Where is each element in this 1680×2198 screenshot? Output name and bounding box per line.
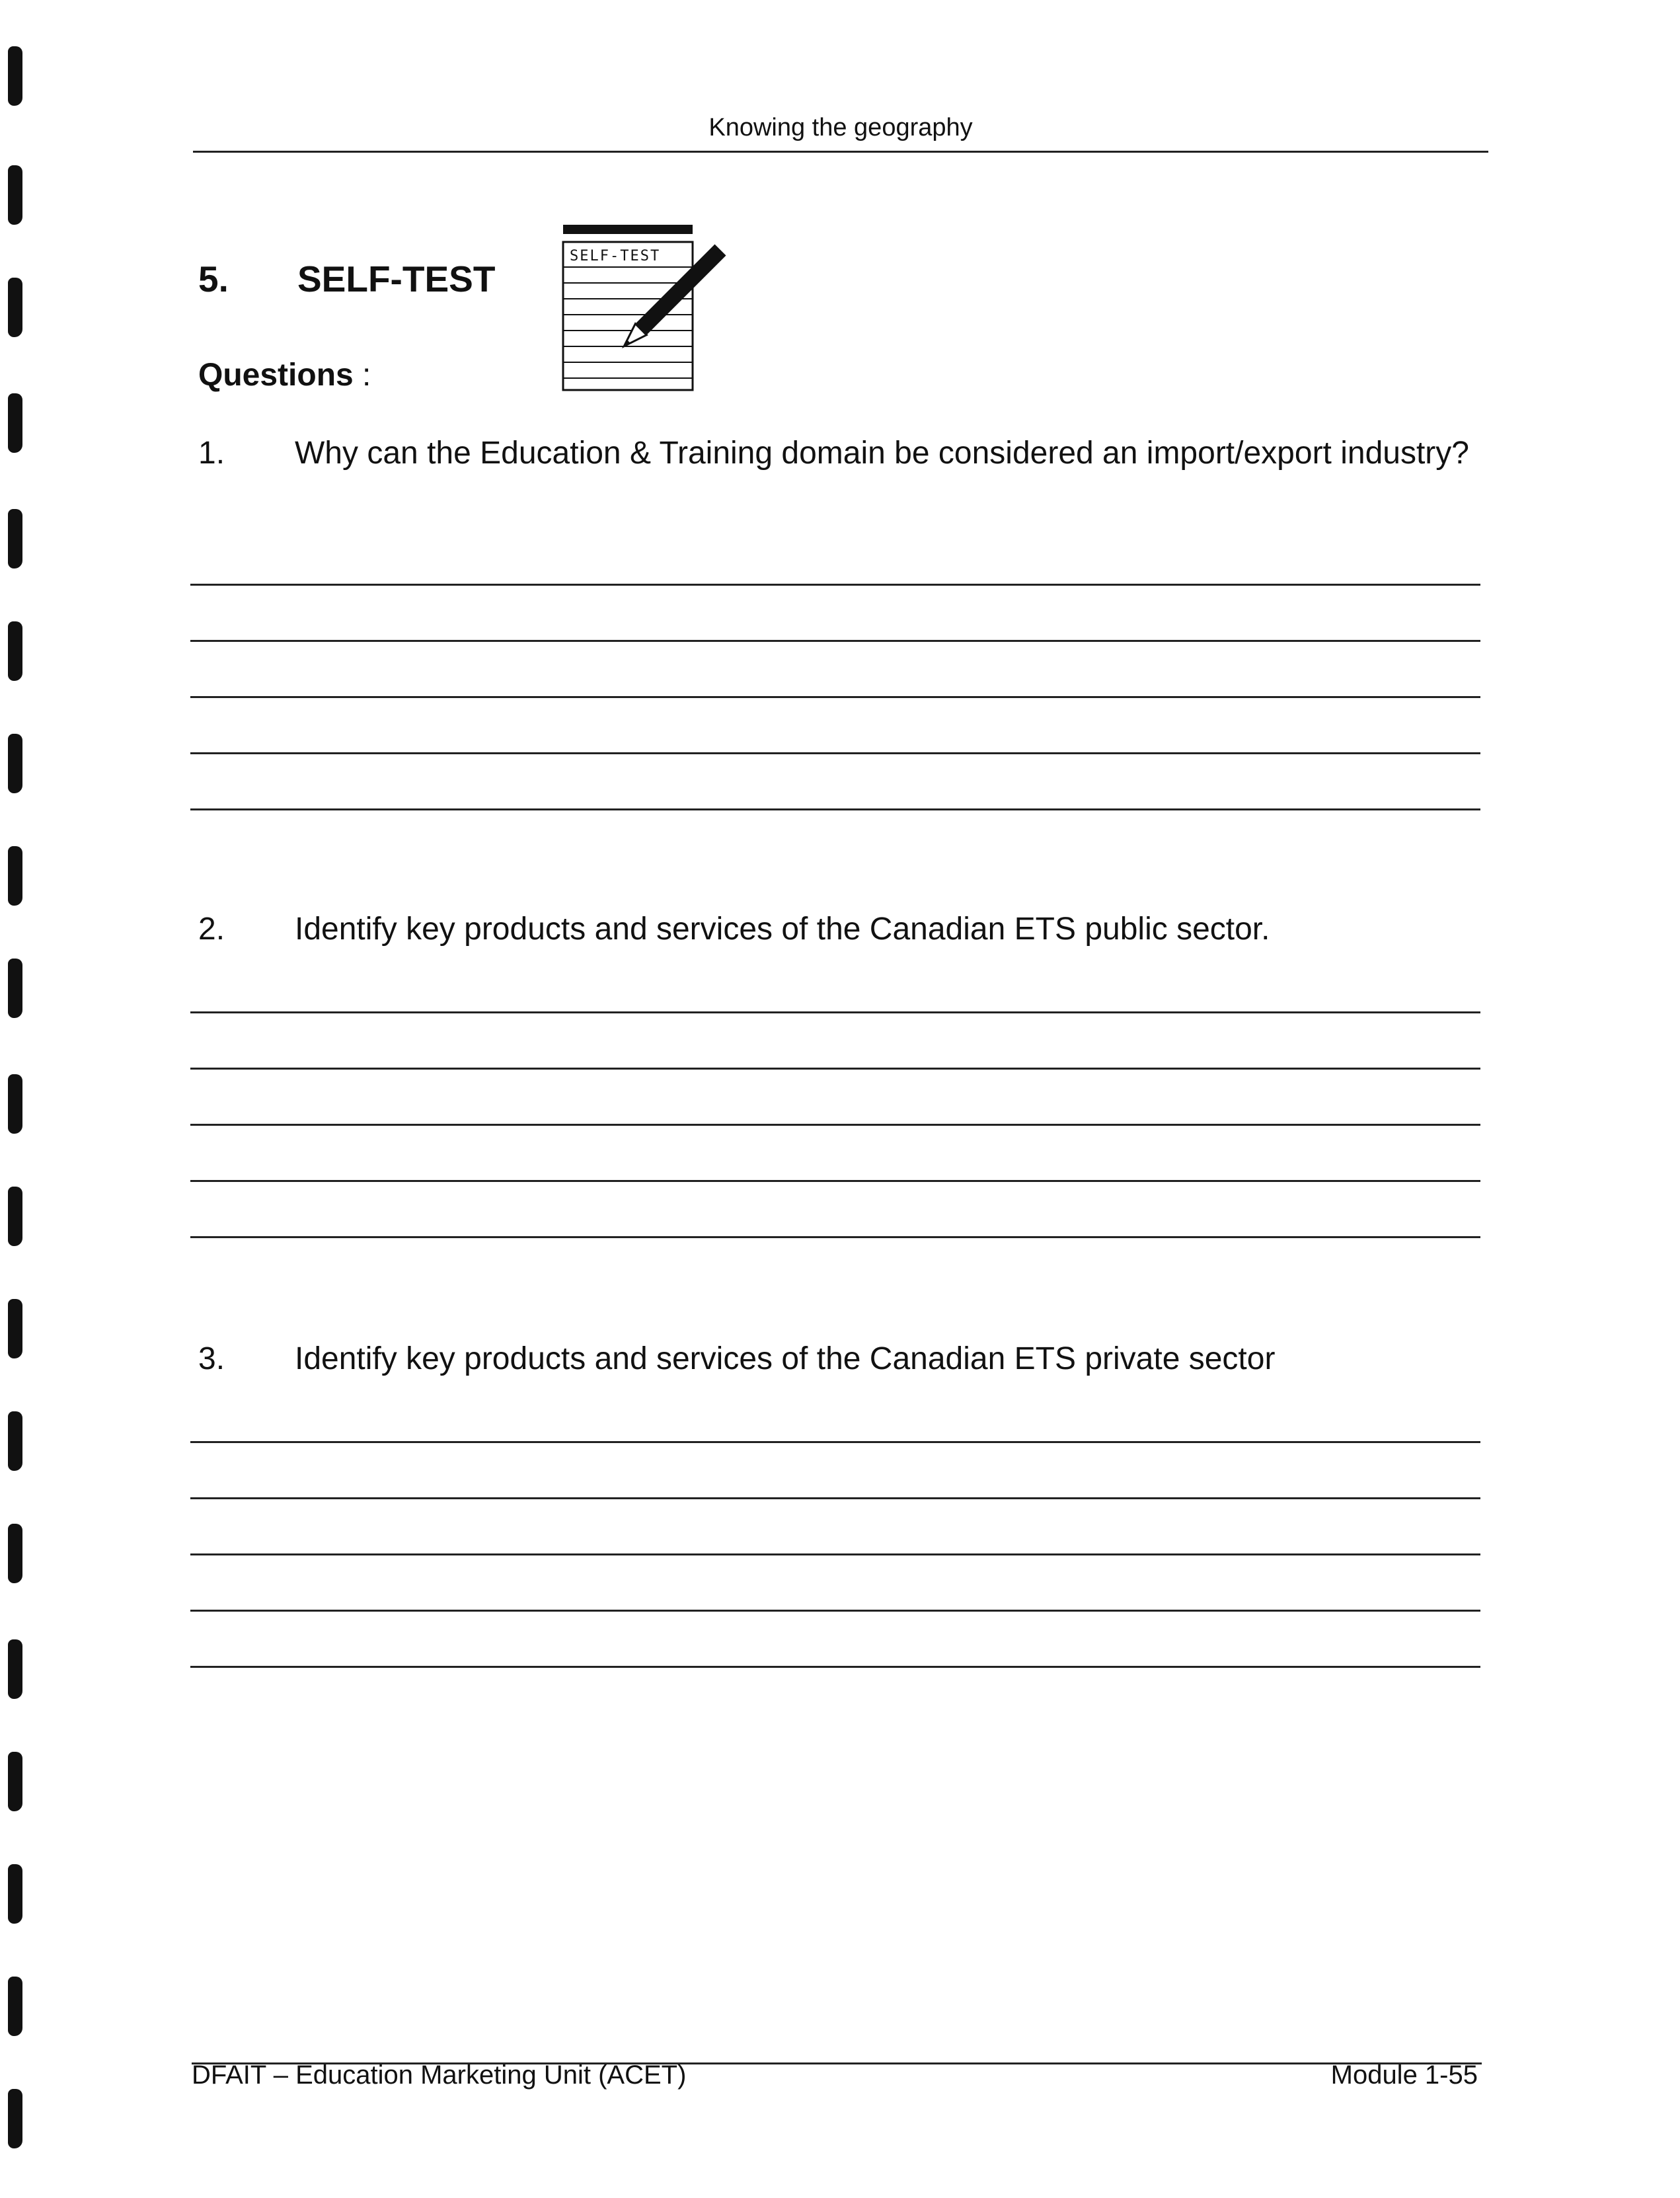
binding-hole	[8, 509, 22, 569]
binding-hole	[8, 278, 22, 337]
binding-hole	[8, 1977, 22, 2036]
answer-line[interactable]	[190, 808, 1480, 810]
binding-hole	[8, 393, 22, 453]
questions-label	[198, 357, 371, 393]
binding-hole	[8, 959, 22, 1018]
answer-line[interactable]	[190, 1610, 1480, 1612]
footer-page-number: Module 1-55	[1330, 2061, 1478, 2090]
footer-left: DFAIT – Education Marketing Unit (ACET)	[192, 2061, 687, 2090]
header-rule	[193, 151, 1488, 153]
questions-label-colon: :	[362, 358, 371, 393]
question-text: Why can the Education & Training domain be considered an import/export industry?	[295, 436, 1469, 471]
answer-line[interactable]	[190, 1124, 1480, 1126]
binding-hole	[8, 1074, 22, 1134]
question-1	[198, 430, 1482, 477]
answer-line[interactable]	[190, 640, 1480, 642]
section-number: 5.	[198, 258, 229, 299]
question-2	[198, 906, 1482, 953]
answer-line[interactable]	[190, 696, 1480, 698]
question-3	[198, 1335, 1482, 1383]
answer-line[interactable]	[190, 1236, 1480, 1238]
questions-label-text: Questions	[198, 358, 354, 393]
question-number: 3.	[198, 1341, 225, 1376]
answer-line[interactable]	[190, 1180, 1480, 1182]
self-test-notepad-pencil-icon	[560, 222, 732, 394]
binding-hole	[8, 1299, 22, 1358]
answer-line[interactable]	[190, 1068, 1480, 1070]
section-heading	[198, 258, 495, 300]
binding-hole	[8, 621, 22, 681]
self-test-icon-label: SELF-TEST	[570, 248, 661, 264]
answer-line[interactable]	[190, 752, 1480, 754]
question-number: 1.	[198, 436, 225, 471]
binding-hole	[8, 1639, 22, 1699]
question-text: Identify key products and services of the Canadian ETS public sector.	[295, 912, 1270, 947]
binding-hole	[8, 1524, 22, 1583]
binding-hole	[8, 1187, 22, 1246]
question-number: 2.	[198, 912, 225, 947]
answer-line[interactable]	[190, 1441, 1480, 1443]
binding-hole	[8, 1411, 22, 1471]
running-header: Knowing the geography	[708, 114, 973, 141]
answer-line[interactable]	[190, 1011, 1480, 1013]
section-title: SELF-TEST	[297, 258, 496, 299]
binding-hole	[8, 734, 22, 793]
answer-line[interactable]	[190, 1666, 1480, 1668]
answer-line[interactable]	[190, 1553, 1480, 1555]
binding-hole	[8, 1864, 22, 1924]
question-text: Identify key products and services of the Canadian ETS private sector	[295, 1341, 1276, 1376]
answer-line[interactable]	[190, 584, 1480, 586]
binding-hole	[8, 2089, 22, 2148]
binding-hole	[8, 46, 22, 106]
binding-hole	[8, 846, 22, 906]
binding-hole	[8, 1752, 22, 1811]
answer-line[interactable]	[190, 1497, 1480, 1499]
binding-hole	[8, 165, 22, 225]
